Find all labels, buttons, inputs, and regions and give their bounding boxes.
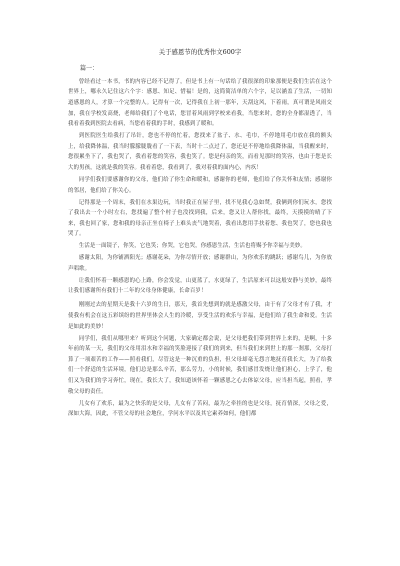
document-title: 关于感恩节的优秀作文600字	[158, 48, 242, 56]
paragraph: 让我们怀着一颗感恩的心上路，你会发觉，山更蓝了，水更绿了，生活原来可以这般安静与美妙，最终让我们感谢所有我们十二年的父母身体健康，长命百岁！	[68, 277, 332, 295]
section-2	[68, 300, 332, 419]
section-1	[68, 65, 332, 297]
paragraph: 感谢太阳，为你铺洒阳光；感谢花朵，为你尽情开放；感谢群山，为你欢乐的跳跃；感谢鸟儿，为你放声唱歌。	[68, 255, 332, 272]
paragraph: 记得那是一个周末，我们在水果边玩，当时我正在屋子里，找不见我心急如焚，我俩到你们玩水，您找了我出去一个小时左右，您找遍了整个村子也没找到我，后来，您又让人帮你找，最终，天摸摸的晴了下来，我也回了家，您和我的母亲正坐在椅子上难头丧气地哭着，我看出您用手扶着您、我也哭了，您也我也哭了。	[68, 199, 332, 238]
paragraph: 到医院医生给我打了吊针，您也不停的忙着，您找来了盆子、水、毛巾，不停地用毛巾放在我的额头上，给我降体温，我当时朦朦胧胧看了一下表，当时十二点过了，您还是不停地给我降体温，当我醒来时，您很累坐下了，我也哭了，我看着您的笑容，我也笑了。您是何亲的笑，而看见那时的笑容，也由于您是长大的男孩，这就是我的笑容。我看着您，我看到了，我对着我的面内心，内疚！	[68, 133, 332, 171]
paragraph: 曾经看过一本书，书的内容已经不记得了，但是书上有一句话给了我很深的印象那便是我们生活在这个世界上，哪永久记住这六个字：感恩、知足、惜福！是的，这简简洁单的六个字，足以涵盖了生活，一切知道感恩的人，才算一个完整的人。记得有一次，记得我在上初一那年，天刮这风，下着雨，真可谓是风雨交加，我在学校发高烧，老师给我们了个电话，您冒着风雨到学校来看我，当您来时，您的全身都湿透了，当我看着我到医院去看病，当您看着我的手时，我感到了暖和。	[68, 78, 332, 128]
paragraph: 儿女有了欢乐，最为之快乐的是父母，儿女有了苦闷，最为之牵挂的也是父母，抚育情深，父母之爱，深如大海，因此，不管父母的社会地位，学问水平以及其它素养如何，他们都	[68, 400, 332, 418]
section-heading: 篇一：	[80, 65, 99, 72]
paragraph: 生活是一面镜子，你笑，它也笑；你哭，它也哭，你感恩生活，生活也将赐予你幸福与美妙。	[78, 243, 306, 250]
paragraph: 刚刚过去的星期天是我十六岁的生日，那天，我首先想到的就是感激父母，由于有了父母才有了我，才使我有机会在这五彩缤纷的世界里体会人生的冷暖，享受生活的欢乐与幸福，是他们给了我生命和爱。生活是如此的美妙！	[68, 302, 332, 330]
paragraph: 同学们我们要感谢你的父母，他们给了你生命和暖和，感谢你的老师，他们给了你关怀和友情；感谢你的邻居，他们给了你关心。	[68, 176, 332, 194]
paragraph: 同学们，我们从哪里来？听到这个问题，大家确定都会说，是父母把我们带到世界上来的，是啊，十多年前的某一天，我们的父母用泪水和幸福的笑脸迎接了我们的到来，但当我们来到世上的那一刹那，父母打算了一项艰苦的工作——照看我们，尽管这是一种沉重的负担，但父母却毫无怨言地抚育我长大，为了给我们一个舒适的生活环境，他们总是那么辛苦，那么劳力，小的时候，我们感冒发烧让他们担心，上学了，他们又为我们的学习奔忙，现在，我长大了，我知道该怀着一颗感恩之心去体谅父母，应当担当起，照看，孝敬父母的责任。	[68, 335, 332, 395]
